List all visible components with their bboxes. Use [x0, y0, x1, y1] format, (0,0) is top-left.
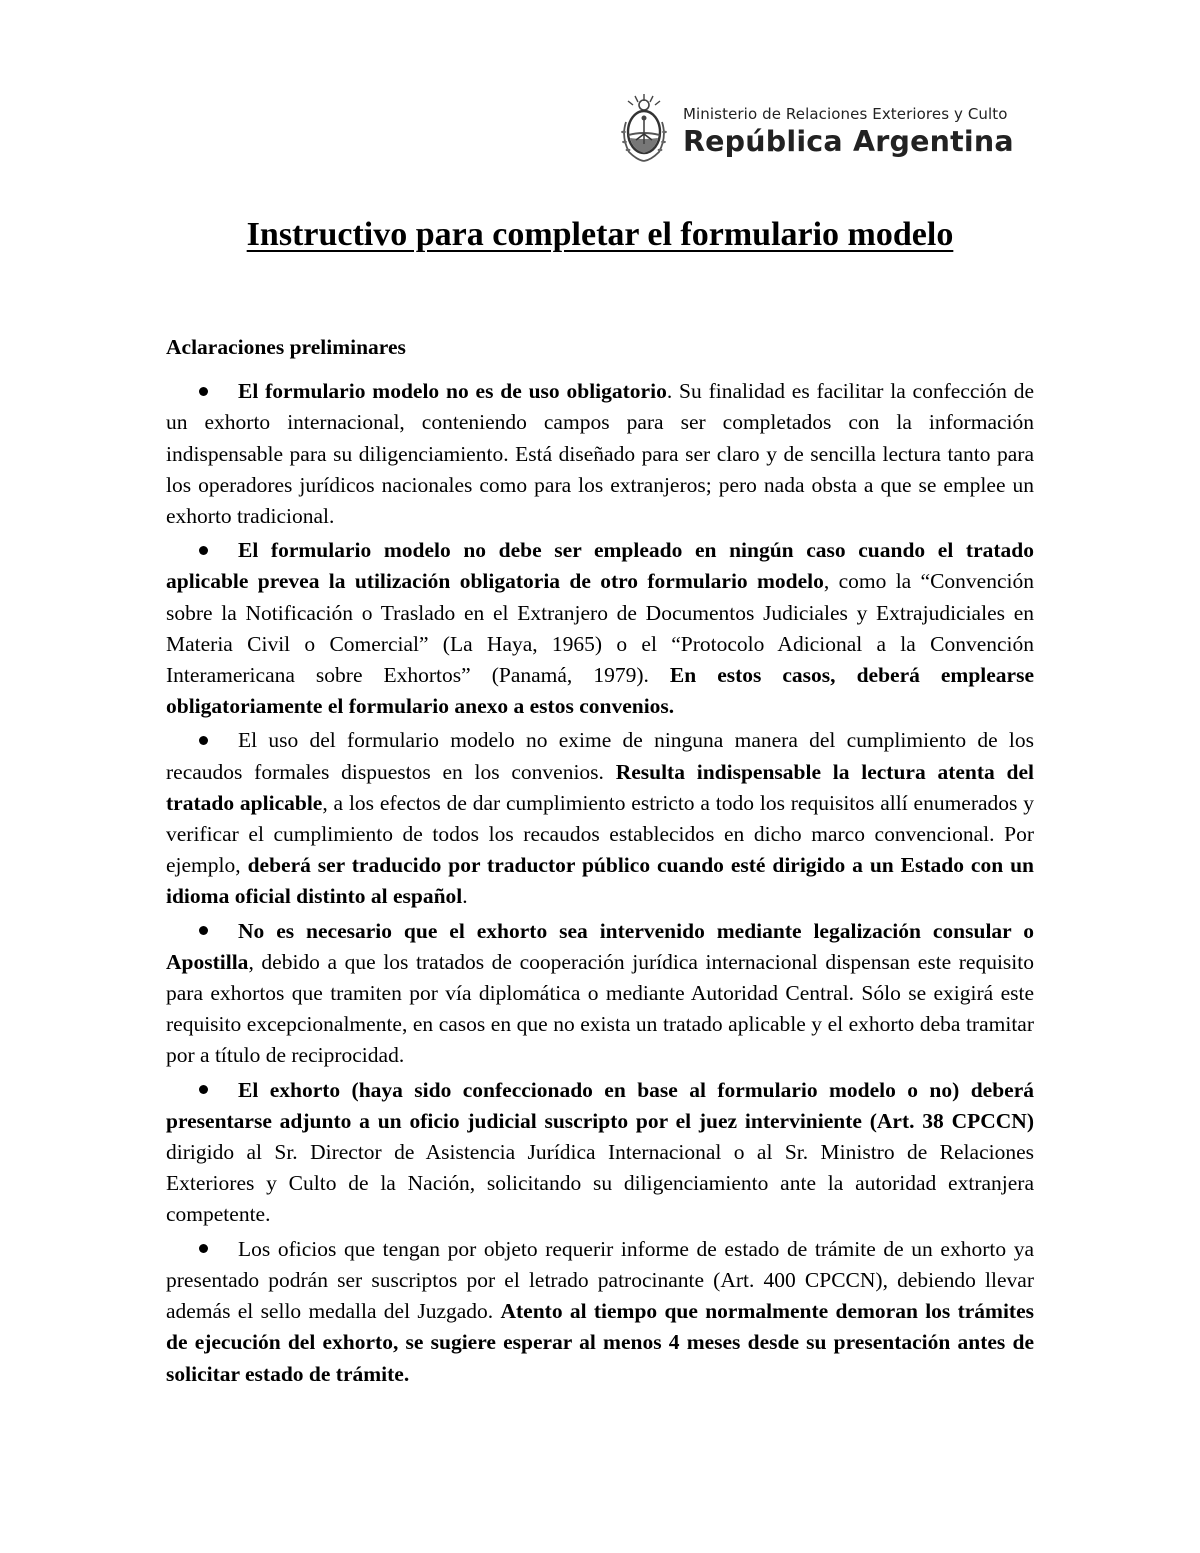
bold-text: En estos casos, deberá emplearse obligatoriamente el formulario anexo a estos convenios.: [166, 663, 1035, 719]
bold-text: No es necesario que el exhorto sea intervenido mediante legalización consular o Apostilla: [166, 918, 1034, 974]
instructions-list: [166, 376, 1034, 1390]
bullet-icon: [166, 1234, 238, 1265]
list-item: [166, 916, 1034, 1072]
letterhead-text: [683, 104, 1014, 160]
section-heading: Aclaraciones preliminares: [166, 335, 406, 359]
bold-text: El formulario modelo no debe ser empleado en ningún caso cuando el tratado aplicable prevea la utilización obligatoria de otro formulario modelo: [166, 538, 1034, 594]
body-text: Los oficios que tengan por objeto requerir informe de estado de trámite de un exhorto ya presentado podrán ser suscriptos por el letrado patrocinante (Art. 400 CPCCN), debiendo llevar además el sello medalla del Juzgado.: [166, 1236, 1034, 1324]
document-title: Instructivo para completar el formulario modelo: [246, 216, 954, 253]
body-text: dirigido al Sr. Director de Asistencia Jurídica Internacional o al Sr. Ministro de Relaciones Exteriores y Culto de la Nación, solicitando su diligenciamiento ante la autoridad extranjera competente.: [166, 1140, 1034, 1227]
body-text: .: [462, 884, 468, 909]
bullet-icon: [166, 725, 238, 756]
bold-text: Atento al tiempo que normalmente demoran los trámites de ejecución del exhorto, se sugiere esperar al menos 4 meses desde su presentación antes de solicitar estado de trámite.: [166, 1299, 1034, 1386]
list-item: [166, 1234, 1034, 1390]
coat-of-arms-icon: [617, 92, 671, 164]
document-body: [166, 332, 1034, 1393]
body-text: El uso del formulario modelo no exime de ninguna manera del cumplimiento de los recaudos formales dispuestos en los convenios.: [166, 728, 1034, 784]
bold-text: deberá ser traducido por traductor público cuando esté dirigido a un Estado con un idioma oficial distinto al español: [166, 853, 1034, 909]
republic-name: República Argentina: [683, 125, 1014, 158]
list-item: [166, 535, 1034, 722]
list-item: [166, 725, 1034, 912]
bullet-icon: [166, 535, 238, 566]
letterhead: [617, 90, 1014, 170]
body-text: , como la “Convención sobre la Notificación o Traslado en el Extranjero de Documentos Judiciales y Extrajudiciales en Materia Civil o Comercial” (La Haya, 1965) o el “Protocolo Adicional a la Convención Interamericana sobre Exhortos” (Panamá, 1979).: [166, 569, 1034, 688]
list-item: [166, 376, 1034, 532]
body-text: , a los efectos de dar cumplimiento estricto a todo los requisitos allí enumerados y verificar el cumplimiento de todos los recaudos establecidos en dicho marco convencional. Por ejemplo,: [166, 790, 1034, 878]
bullet-icon: [166, 1075, 238, 1106]
body-text: . Su finalidad es facilitar la confección de un exhorto internacional, conteniendo campos para ser completados con la información indispensable para su diligenciamiento. Está diseñado para ser claro y de sencilla lectura tanto para los operadores jurídicos nacionales como para los extranjeros; pero nada obsta a que se emplee un exhorto tradicional.: [166, 379, 1034, 529]
bullet-icon: [166, 376, 238, 407]
bold-text: El exhorto (haya sido confeccionado en base al formulario modelo o no) deberá presentarse adjunto a un oficio judicial suscripto por el juez interviniente (Art. 38 CPCCN): [166, 1077, 1034, 1133]
bold-text: Resulta indispensable la lectura atenta del tratado aplicable: [166, 759, 1034, 815]
bold-text: El formulario modelo no es de uso obligatorio: [238, 379, 667, 404]
ministry-name: Ministerio de Relaciones Exteriores y Culto: [683, 105, 1008, 123]
body-text: , debido a que los tratados de cooperación jurídica internacional dispensan este requisito para exhortos que tramiten por vía diplomática o mediante Autoridad Central. Sólo se exigirá este requisito excepcionalmente, en casos en que no exista un tratado aplicable y el exhorto deba tramitar por a título de reciprocidad.: [166, 949, 1034, 1068]
list-item: [166, 1075, 1034, 1231]
bullet-icon: [166, 916, 238, 947]
